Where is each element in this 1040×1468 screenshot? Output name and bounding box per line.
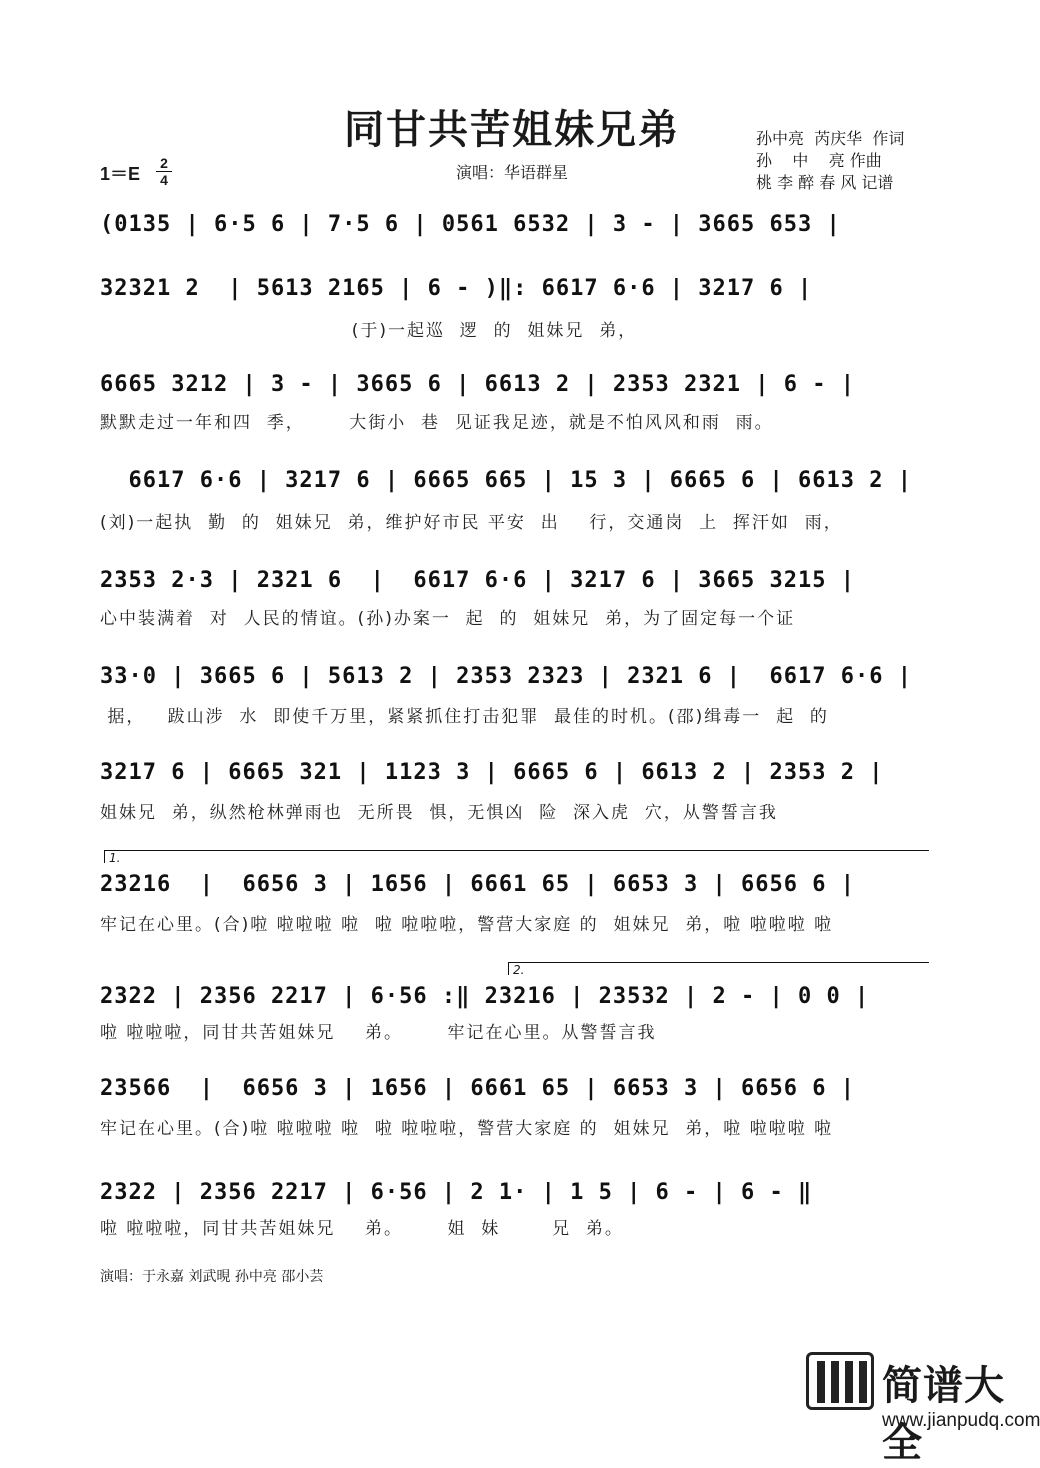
- lyric-line-11: 啦 啦啦啦，同甘共苦姐妹兄 弟。 姐 妹 兄 弟。: [100, 1219, 624, 1239]
- volta-first-ending: 1.: [104, 850, 929, 863]
- credit-transcriber: 桃 李 醉 春 风 记谱: [756, 173, 894, 192]
- notation-line-8: 23216 | 6656 3 | 1656 | 6661 65 | 6653 3 | 6656 6 |: [100, 872, 855, 897]
- performer-line: 演唱：华语群星: [455, 163, 568, 182]
- notation-line-1: (0135 | 6·5 6 | 7·5 6 | 0561 6532 | 3 - | 3665 653 |: [100, 212, 841, 237]
- logo-text: 简谱大全: [882, 1363, 1005, 1466]
- piano-key: [831, 1361, 839, 1403]
- piano-key: [845, 1361, 853, 1403]
- lyric-line-10: 牢记在心里。(合)啦 啦啦啦 啦 啦 啦啦啦，警营大家庭 的 姐妹兄 弟，啦 啦啦啦 啦: [100, 1119, 834, 1139]
- credit-music: 孙 中 亮 作曲: [756, 151, 882, 170]
- time-signature-bottom: 4: [160, 172, 168, 188]
- lyric-line-7: 姐妹兄 弟，纵然枪林弹雨也 无所畏 惧，无惧凶 险 深入虎 穴，从警誓言我: [100, 803, 778, 823]
- lyric-line-8: 牢记在心里。(合)啦 啦啦啦 啦 啦 啦啦啦，警营大家庭 的 姐妹兄 弟，啦 啦啦啦 啦: [100, 915, 834, 935]
- time-signature-top: 2: [160, 155, 168, 171]
- notation-line-4: 6617 6·6 | 3217 6 | 6665 665 | 15 3 | 6665 6 | 6613 2 |: [100, 468, 912, 493]
- lyric-line-6: 据， 跋山涉 水 即使千万里，紧紧抓住打击犯罪 最佳的时机。(邵)缉毒一 起 的: [100, 707, 829, 727]
- notation-line-11: 2322 | 2356 2217 | 6·56 | 2 1· | 1 5 | 6 - | 6 - ‖: [100, 1180, 813, 1205]
- volta-second-ending: 2.: [508, 962, 929, 975]
- lyric-line-9: 啦 啦啦啦，同甘共苦姐妹兄 弟。 牢记在心里。从警誓言我: [100, 1023, 657, 1043]
- notation-line-3: 6665 3212 | 3 - | 3665 6 | 6613 2 | 2353 2321 | 6 - |: [100, 372, 855, 397]
- lyric-line-3: 默默走过一年和四 季， 大街小 巷 见证我足迹，就是不怕风风和雨 雨。: [100, 413, 774, 433]
- credit-lyrics: 孙中亮 芮庆华 作词: [756, 129, 905, 148]
- lyric-line-4: (刘)一起执 勤 的 姐妹兄 弟，维护好市民 平安 出 行，交通岗 上 挥汗如 雨，: [100, 513, 843, 533]
- site-logo[interactable]: [806, 1352, 1040, 1466]
- key-signature: 1＝E: [100, 164, 141, 184]
- notation-line-10: 23566 | 6656 3 | 1656 | 6661 65 | 6653 3 | 6656 6 |: [100, 1076, 855, 1101]
- song-title: 同甘共苦姐妹兄弟: [344, 107, 680, 153]
- piano-key: [859, 1361, 867, 1403]
- notation-line-2: 32321 2 | 5613 2165 | 6 - )‖: 6617 6·6 | 3217 6 |: [100, 276, 813, 301]
- piano-key: [817, 1361, 825, 1403]
- singers-note: 演唱：于永嘉 刘武晛 孙中亮 邵小芸: [100, 1269, 324, 1285]
- notation-line-7: 3217 6 | 6665 321 | 1123 3 | 6665 6 | 6613 2 | 2353 2 |: [100, 760, 884, 785]
- notation-line-5: 2353 2·3 | 2321 6 | 6617 6·6 | 3217 6 | 3665 3215 |: [100, 568, 855, 593]
- notation-line-9: 2322 | 2356 2217 | 6·56 :‖ 23216 | 23532 | 2 - | 0 0 |: [100, 984, 870, 1009]
- lyric-line-2: (于)一起巡 逻 的 姐妹兄 弟，: [100, 321, 638, 341]
- notation-line-6: 33·0 | 3665 6 | 5613 2 | 2353 2323 | 2321 6 | 6617 6·6 |: [100, 664, 912, 689]
- lyric-line-5: 心中装满着 对 人民的情谊。(孙)办案一 起 的 姐妹兄 弟，为了固定每一个证: [100, 609, 796, 629]
- piano-icon: [806, 1352, 874, 1410]
- logo-url[interactable]: www.jianpudq.com: [882, 1410, 1040, 1431]
